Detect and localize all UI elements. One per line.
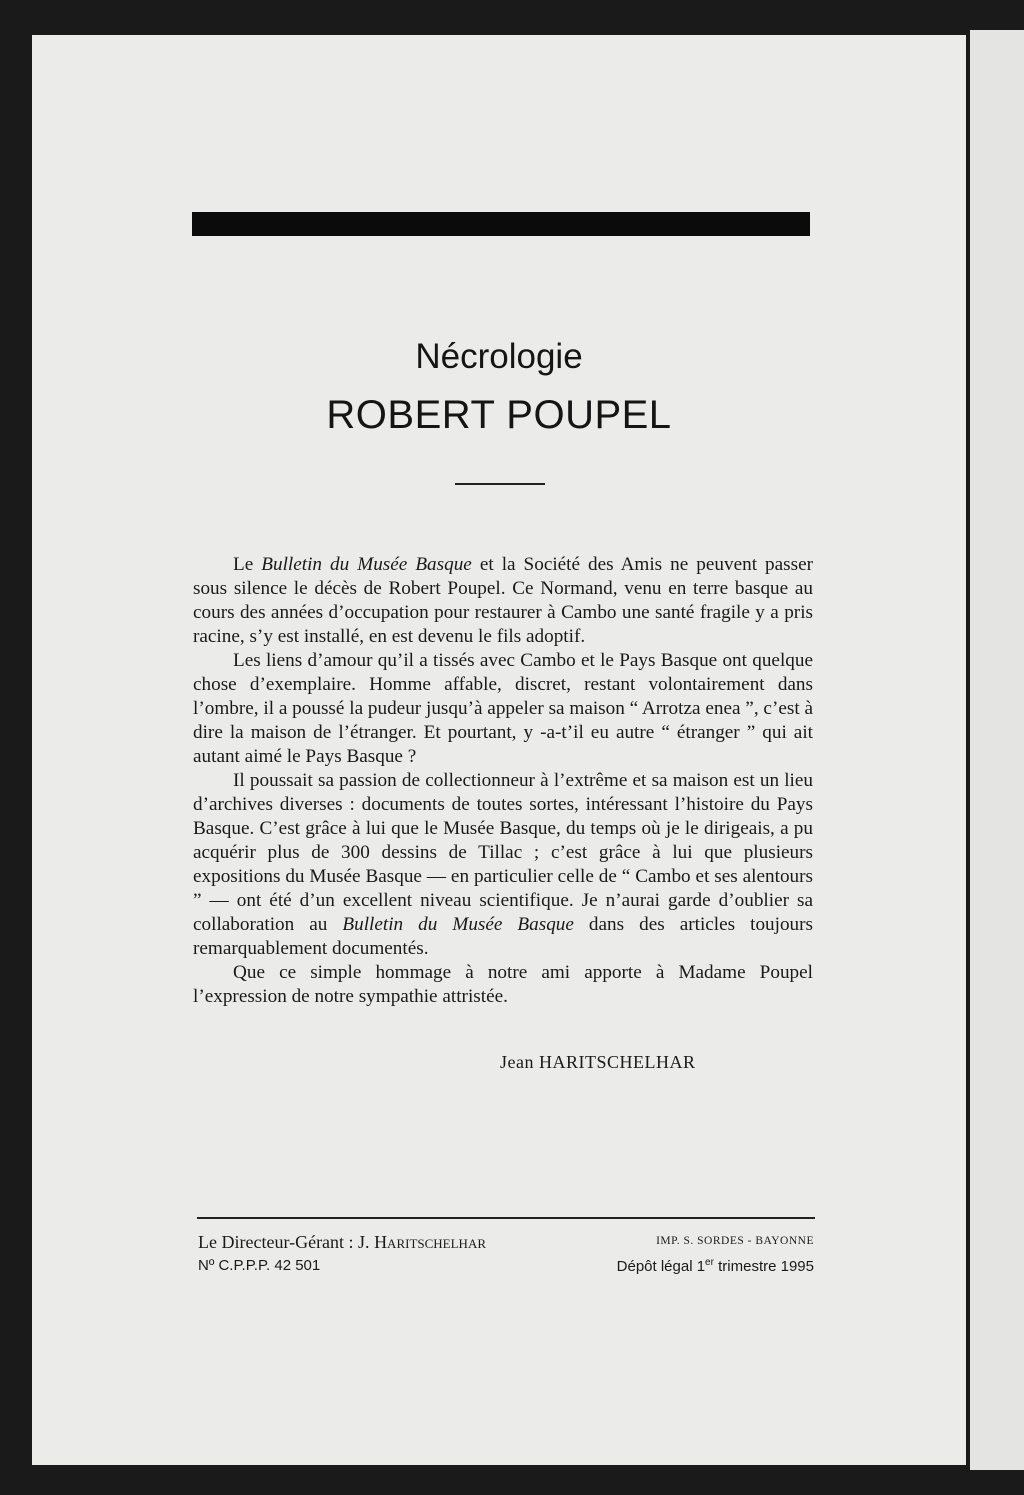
text: dans des articles toujours remarquablement documentés.	[193, 914, 814, 959]
italic-text: Bulletin du Musée Basque	[342, 914, 574, 935]
director-name: Haritschelhar	[374, 1232, 487, 1252]
text: et la Société des Amis ne peuvent passer sous silence le décès de Robert Poupel. Ce Normand, venu en terre basque au cours des années d’occupation pour restaurer à Cambo une santé fragile y a pris racine, s’y est installé, en est devenu le fils adoptif.	[193, 554, 813, 647]
text: Les liens d’amour qu’il a tissés avec Cambo et le Pays Basque ont quelque chose d’exemplaire. Homme affable, discret, restant volontairement dans l’ombre, il a poussé la pudeur jusqu’à appeler sa maison “ Arrotza enea ”, c’est à dire la maison de l’étranger. Et pourtant, y -a-t’il eu autre “ étranger ” qui ait autant aimé le Pays Basque ?	[193, 650, 813, 767]
cppp-number: Nº C.P.P.P. 42 501	[198, 1257, 321, 1274]
text: Que ce simple hommage à notre ami apporte à Madame Poupel l’expression de notre sympathie attristée.	[193, 962, 813, 1007]
text: Le	[233, 554, 262, 575]
printer: IMP. S. SORDES - BAYONNE	[656, 1235, 814, 1247]
title-divider	[455, 483, 545, 485]
obituary-name: ROBERT POUPEL	[326, 393, 672, 437]
italic-text: Bulletin du Musée Basque	[261, 554, 472, 575]
text: trimestre 1995	[713, 1258, 814, 1275]
text: Il poussait sa passion de collectionneur à l’extrême et sa maison est un lieu d’archives diverses : documents de toutes sortes, intéressant l’histoire du Pays Basque. C’est grâce à lui que le Musée Basque, du temps où je le dirigeais, a pu acquérir plus de 300 dessins de Tillac ; c’est grâce à lui que plusieurs expositions du Musée Basque — en particulier celle de “ Cambo et ses alentours ” — ont été d’un excellent niveau scientifique. Je n’aurai garde d’oublier sa collaboration au	[193, 770, 813, 935]
paragraph	[193, 769, 813, 961]
paragraph	[193, 553, 813, 649]
text: Dépôt légal 1	[616, 1258, 706, 1275]
document-page	[32, 35, 966, 1465]
section-title: Nécrologie	[415, 337, 583, 376]
director-label: Le Directeur-Gérant : J.	[198, 1232, 375, 1252]
footer-rule	[197, 1217, 815, 1219]
superscript: er	[705, 1257, 714, 1268]
signature: Jean HARITSCHELHAR	[500, 1052, 696, 1072]
paragraph	[193, 649, 813, 769]
paragraph	[193, 961, 813, 1009]
adjacent-page-edge	[970, 30, 1024, 1470]
article-body	[193, 553, 813, 1009]
director-line	[198, 1232, 486, 1253]
header-black-bar	[192, 212, 810, 236]
legal-deposit	[617, 1257, 814, 1275]
